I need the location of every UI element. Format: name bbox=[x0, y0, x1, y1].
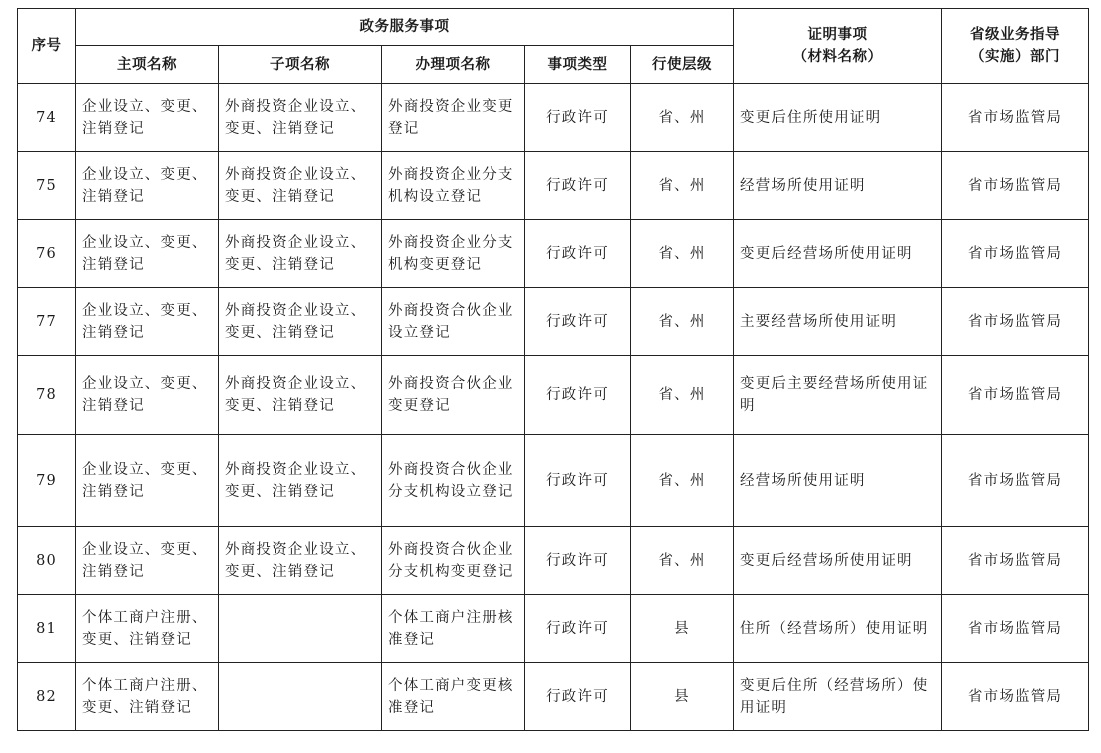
row-level: 省、州 bbox=[631, 356, 734, 435]
row-level: 省、州 bbox=[631, 435, 734, 527]
row-handle-name: 个体工商户变更核准登记 bbox=[382, 663, 525, 731]
row-seq: 82 bbox=[18, 663, 76, 731]
row-level: 省、州 bbox=[631, 527, 734, 595]
row-dept: 省市场监管局 bbox=[942, 435, 1089, 527]
row-seq: 77 bbox=[18, 288, 76, 356]
header-main-name: 主项名称 bbox=[76, 46, 219, 84]
table-row bbox=[18, 595, 1089, 663]
row-main-name: 企业设立、变更、注销登记 bbox=[76, 84, 219, 152]
header-level: 行使层级 bbox=[631, 46, 734, 84]
row-main-name: 企业设立、变更、注销登记 bbox=[76, 435, 219, 527]
header-proof bbox=[734, 9, 942, 84]
table-row bbox=[18, 356, 1089, 435]
row-type: 行政许可 bbox=[525, 663, 631, 731]
row-dept: 省市场监管局 bbox=[942, 152, 1089, 220]
row-proof: 变更后住所（经营场所）使用证明 bbox=[734, 663, 942, 731]
row-seq: 78 bbox=[18, 356, 76, 435]
row-sub-name: 外商投资企业设立、变更、注销登记 bbox=[219, 435, 382, 527]
row-proof: 住所（经营场所）使用证明 bbox=[734, 595, 942, 663]
row-sub-name: 外商投资企业设立、变更、注销登记 bbox=[219, 527, 382, 595]
row-handle-name: 外商投资合伙企业分支机构设立登记 bbox=[382, 435, 525, 527]
row-proof: 经营场所使用证明 bbox=[734, 435, 942, 527]
header-type: 事项类型 bbox=[525, 46, 631, 84]
row-seq: 80 bbox=[18, 527, 76, 595]
row-level: 省、州 bbox=[631, 220, 734, 288]
row-type: 行政许可 bbox=[525, 356, 631, 435]
header-group: 政务服务事项 bbox=[76, 9, 734, 46]
header-handle-name: 办理项名称 bbox=[382, 46, 525, 84]
row-handle-name: 外商投资合伙企业设立登记 bbox=[382, 288, 525, 356]
row-seq: 74 bbox=[18, 84, 76, 152]
row-main-name: 个体工商户注册、变更、注销登记 bbox=[76, 595, 219, 663]
row-proof: 主要经营场所使用证明 bbox=[734, 288, 942, 356]
row-sub-name: 外商投资企业设立、变更、注销登记 bbox=[219, 288, 382, 356]
row-seq: 75 bbox=[18, 152, 76, 220]
table-header bbox=[18, 9, 1089, 84]
table-row bbox=[18, 435, 1089, 527]
row-proof: 变更后经营场所使用证明 bbox=[734, 220, 942, 288]
header-proof-line1: 证明事项 bbox=[807, 27, 868, 43]
row-main-name: 企业设立、变更、注销登记 bbox=[76, 152, 219, 220]
row-handle-name: 外商投资企业分支机构设立登记 bbox=[382, 152, 525, 220]
row-main-name: 企业设立、变更、注销登记 bbox=[76, 220, 219, 288]
row-main-name: 企业设立、变更、注销登记 bbox=[76, 527, 219, 595]
row-dept: 省市场监管局 bbox=[942, 527, 1089, 595]
table-row bbox=[18, 663, 1089, 731]
row-handle-name: 外商投资企业变更登记 bbox=[382, 84, 525, 152]
row-type: 行政许可 bbox=[525, 220, 631, 288]
table-body bbox=[18, 84, 1089, 731]
row-dept: 省市场监管局 bbox=[942, 663, 1089, 731]
row-seq: 76 bbox=[18, 220, 76, 288]
row-level: 省、州 bbox=[631, 152, 734, 220]
row-main-name: 企业设立、变更、注销登记 bbox=[76, 356, 219, 435]
row-sub-name: 外商投资企业设立、变更、注销登记 bbox=[219, 84, 382, 152]
header-dept-line1: 省级业务指导 bbox=[970, 27, 1061, 43]
row-type: 行政许可 bbox=[525, 527, 631, 595]
row-dept: 省市场监管局 bbox=[942, 220, 1089, 288]
table-row bbox=[18, 152, 1089, 220]
row-type: 行政许可 bbox=[525, 595, 631, 663]
row-proof: 变更后经营场所使用证明 bbox=[734, 527, 942, 595]
header-sub-name: 子项名称 bbox=[219, 46, 382, 84]
row-sub-name: 外商投资企业设立、变更、注销登记 bbox=[219, 356, 382, 435]
table-row bbox=[18, 220, 1089, 288]
row-sub-name: 外商投资企业设立、变更、注销登记 bbox=[219, 152, 382, 220]
row-level: 县 bbox=[631, 663, 734, 731]
header-dept bbox=[942, 9, 1089, 84]
row-dept: 省市场监管局 bbox=[942, 288, 1089, 356]
row-main-name: 企业设立、变更、注销登记 bbox=[76, 288, 219, 356]
row-handle-name: 外商投资合伙企业变更登记 bbox=[382, 356, 525, 435]
row-handle-name: 外商投资企业分支机构变更登记 bbox=[382, 220, 525, 288]
row-seq: 81 bbox=[18, 595, 76, 663]
row-handle-name: 个体工商户注册核准登记 bbox=[382, 595, 525, 663]
row-type: 行政许可 bbox=[525, 152, 631, 220]
row-level: 县 bbox=[631, 595, 734, 663]
proof-matters-table bbox=[17, 8, 1089, 731]
table-row bbox=[18, 84, 1089, 152]
row-proof: 变更后主要经营场所使用证明 bbox=[734, 356, 942, 435]
row-level: 省、州 bbox=[631, 84, 734, 152]
table-row bbox=[18, 288, 1089, 356]
header-dept-line2: （实施）部门 bbox=[970, 49, 1061, 65]
table-row bbox=[18, 527, 1089, 595]
row-type: 行政许可 bbox=[525, 435, 631, 527]
header-seq: 序号 bbox=[18, 9, 76, 84]
row-handle-name: 外商投资合伙企业分支机构变更登记 bbox=[382, 527, 525, 595]
row-level: 省、州 bbox=[631, 288, 734, 356]
row-dept: 省市场监管局 bbox=[942, 595, 1089, 663]
row-type: 行政许可 bbox=[525, 84, 631, 152]
row-sub-name bbox=[219, 595, 382, 663]
header-proof-line2: （材料名称） bbox=[792, 49, 883, 65]
row-type: 行政许可 bbox=[525, 288, 631, 356]
row-dept: 省市场监管局 bbox=[942, 356, 1089, 435]
row-sub-name: 外商投资企业设立、变更、注销登记 bbox=[219, 220, 382, 288]
row-seq: 79 bbox=[18, 435, 76, 527]
row-proof: 经营场所使用证明 bbox=[734, 152, 942, 220]
row-sub-name bbox=[219, 663, 382, 731]
row-dept: 省市场监管局 bbox=[942, 84, 1089, 152]
row-proof: 变更后住所使用证明 bbox=[734, 84, 942, 152]
row-main-name: 个体工商户注册、变更、注销登记 bbox=[76, 663, 219, 731]
